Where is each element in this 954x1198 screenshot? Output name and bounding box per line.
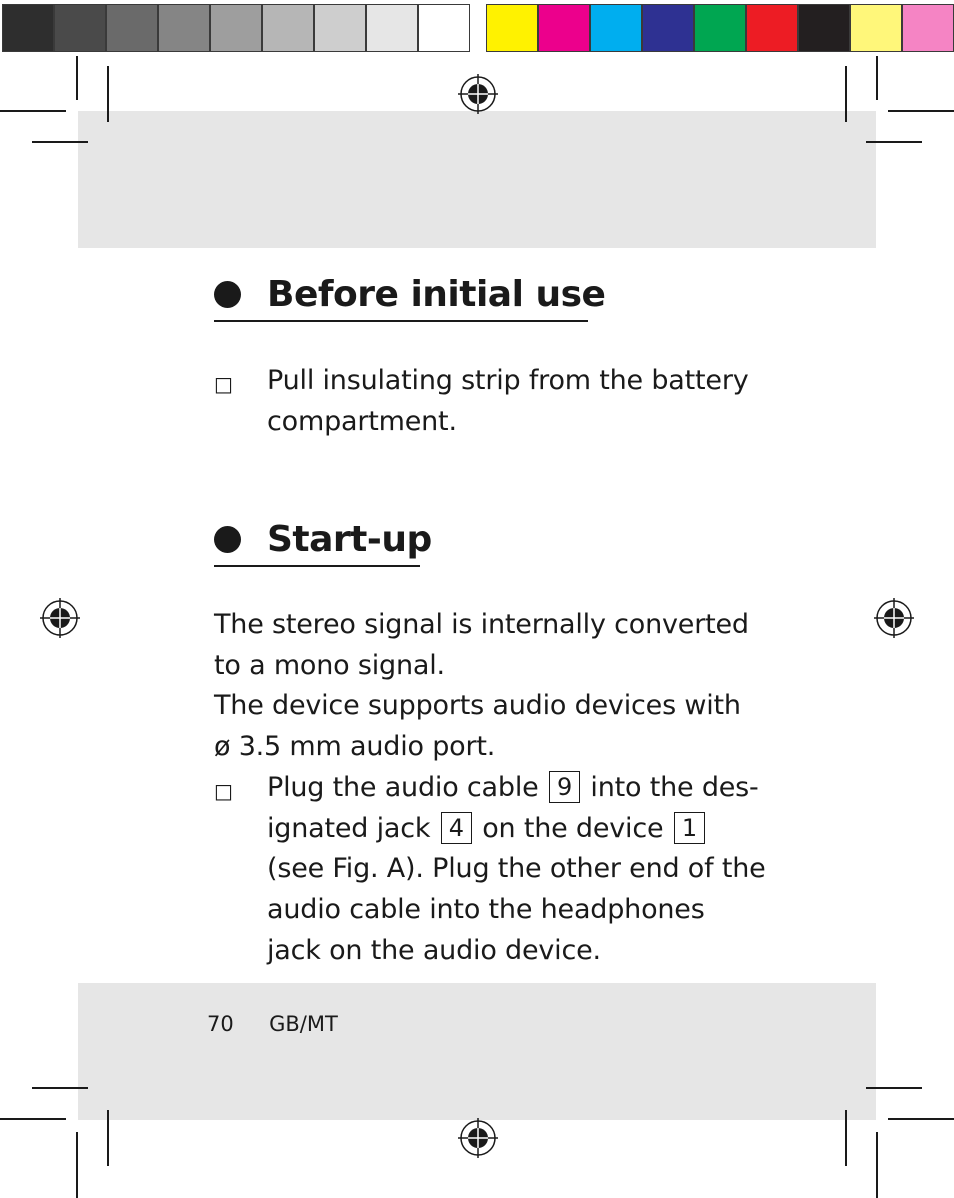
gray-swatch — [314, 4, 366, 52]
heading-underline — [214, 320, 588, 322]
crop-mark — [876, 56, 878, 100]
crop-mark — [32, 141, 88, 143]
text-line: audio cable into the headphones — [267, 894, 705, 926]
crop-mark — [0, 1118, 66, 1120]
crop-mark — [866, 141, 922, 143]
gray-swatch — [262, 4, 314, 52]
crop-mark — [107, 1110, 109, 1166]
crop-mark — [76, 56, 78, 100]
color-swatch — [642, 4, 694, 52]
heading-bullet-dot — [214, 281, 241, 308]
text-segment: Plug the audio cable — [267, 772, 539, 803]
heading-underline — [214, 565, 420, 567]
color-calibration-bar — [0, 0, 954, 56]
color-swatch — [486, 4, 538, 52]
text-line: (see Fig. A). Plug the other end of the — [267, 853, 766, 885]
crop-mark — [888, 110, 954, 112]
gray-swatch — [366, 4, 418, 52]
color-swatch — [902, 4, 954, 52]
color-swatch — [746, 4, 798, 52]
bottom-gray-band — [78, 983, 876, 1120]
part-number-box: 4 — [441, 812, 472, 844]
checkbox-bullet: □ — [214, 779, 233, 803]
region-code: GB/MT — [269, 1012, 338, 1036]
paragraph — [214, 605, 749, 768]
text-line — [267, 809, 766, 850]
crop-mark — [32, 1087, 88, 1089]
gray-swatch — [418, 4, 470, 52]
gray-swatch — [2, 4, 54, 52]
gray-swatch — [158, 4, 210, 52]
text-line: compartment. — [267, 405, 457, 437]
text-line: The stereo signal is internally converted — [214, 609, 749, 640]
text-segment: into the des- — [590, 772, 759, 803]
crop-mark — [876, 1132, 878, 1198]
text-line — [267, 768, 766, 809]
crop-mark — [0, 110, 66, 112]
crop-mark — [76, 1132, 78, 1198]
color-swatch — [850, 4, 902, 52]
color-swatch — [798, 4, 850, 52]
list-item-text — [267, 361, 749, 442]
top-gray-band — [78, 111, 876, 248]
text-line: to a mono signal. — [214, 649, 445, 681]
color-swatch — [590, 4, 642, 52]
registration-mark-icon — [874, 598, 914, 638]
text-segment: on the device — [482, 812, 664, 844]
crop-mark — [888, 1118, 954, 1120]
section-title: Before initial use — [267, 274, 606, 315]
registration-mark-icon — [458, 1118, 498, 1158]
text-segment: ignated jack — [267, 812, 431, 844]
text-line: jack on the audio device. — [267, 934, 601, 966]
text-line: Pull insulating strip from the battery — [267, 365, 749, 396]
color-swatch — [538, 4, 590, 52]
heading-bullet-dot — [214, 526, 241, 553]
text-line: The device supports audio devices with — [214, 690, 741, 722]
list-item-text — [267, 768, 766, 972]
section-title: Start-up — [267, 519, 432, 560]
section-heading-before-initial-use — [214, 274, 605, 315]
color-swatch — [694, 4, 746, 52]
section-heading-start-up — [214, 519, 432, 560]
crop-mark — [845, 1110, 847, 1166]
gray-swatch — [210, 4, 262, 52]
registration-mark-icon — [40, 598, 80, 638]
part-number-box: 9 — [549, 771, 580, 803]
gray-swatch — [54, 4, 106, 52]
checkbox-bullet: □ — [214, 372, 233, 396]
gray-swatch — [106, 4, 158, 52]
page-footer — [207, 1012, 338, 1036]
part-number-box: 1 — [674, 812, 705, 844]
registration-mark-icon — [458, 74, 498, 114]
crop-mark — [107, 66, 109, 122]
page-number: 70 — [207, 1012, 234, 1036]
crop-mark — [845, 66, 847, 122]
crop-mark — [866, 1087, 922, 1089]
text-line: ø 3.5 mm audio port. — [214, 731, 496, 763]
